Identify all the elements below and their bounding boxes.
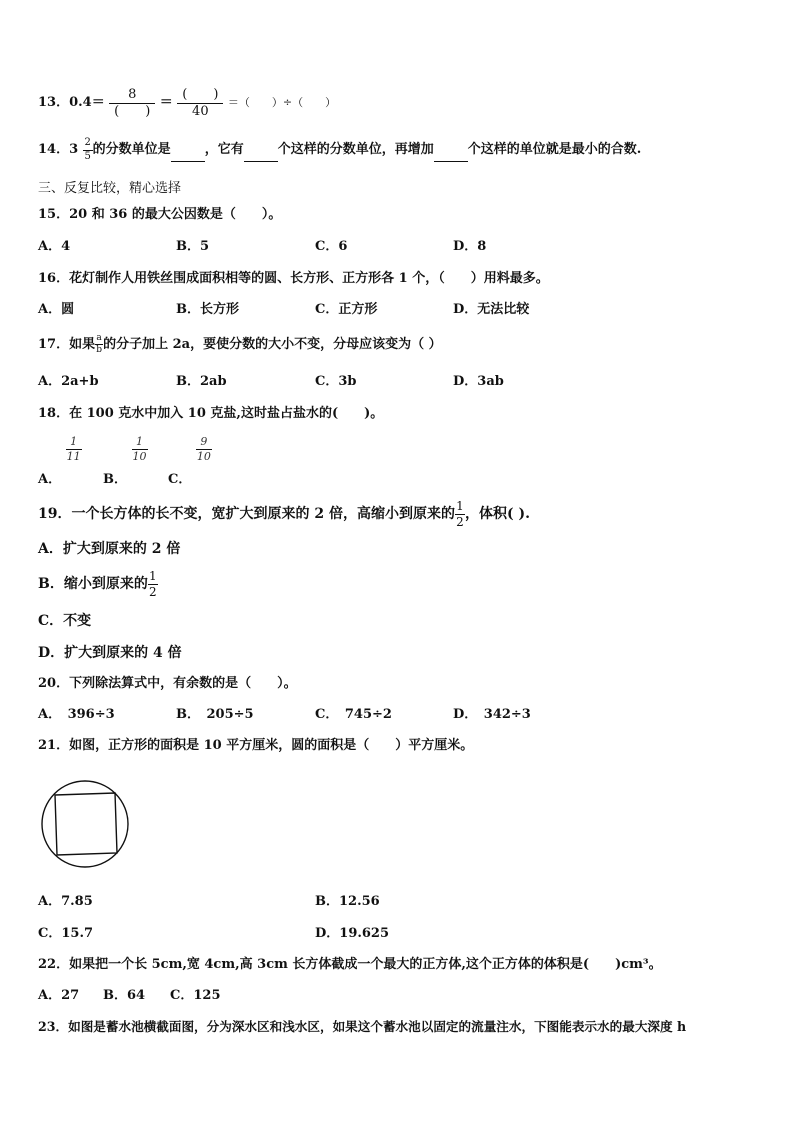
question-20-stem: 20．下列除法算式中，有余数的是（ ）。 bbox=[38, 676, 297, 691]
q14-whole: 3 bbox=[69, 142, 79, 157]
q19-optB-pre: B．缩小到原来的 bbox=[38, 576, 148, 593]
q16-option-a[interactable]: A．圆 bbox=[38, 302, 75, 317]
q17-option-a[interactable]: A．2a+b bbox=[38, 374, 99, 389]
q14-fnum: 2 bbox=[84, 137, 91, 148]
q15-option-c[interactable]: C．6 bbox=[315, 239, 348, 254]
q17-pre: 17．如果 bbox=[38, 336, 96, 352]
q18-option-b[interactable] bbox=[103, 435, 148, 487]
q19-fden: 2 bbox=[456, 514, 464, 529]
q19-option-a[interactable]: A．扩大到原来的 2 倍 bbox=[38, 541, 181, 557]
q14-blank-2[interactable] bbox=[244, 147, 278, 162]
q18-a-num: 1 bbox=[70, 435, 78, 448]
q17-option-c[interactable]: C．3b bbox=[315, 374, 357, 389]
q19-post: ，体积( ). bbox=[464, 506, 530, 523]
q18-a-frac bbox=[66, 436, 82, 462]
q18-b-den: 10 bbox=[132, 449, 147, 463]
q14-t2: ，它有 bbox=[204, 142, 244, 157]
q18-c-num: 9 bbox=[200, 435, 208, 448]
q13-fraction-1 bbox=[109, 88, 155, 118]
question-15-stem: 15．20 和 36 的最大公因数是（ ）。 bbox=[38, 207, 282, 222]
q16-option-c[interactable]: C．正方形 bbox=[315, 302, 378, 317]
section-3-title: 三、反复比较，精心选择 bbox=[38, 181, 182, 196]
q14-num: 14． bbox=[38, 142, 70, 157]
q19-option-d[interactable]: D．扩大到原来的 4 倍 bbox=[38, 645, 182, 661]
q20-option-b[interactable]: B． 205÷5 bbox=[176, 707, 254, 722]
q18-c-label: C． bbox=[168, 471, 192, 487]
q14-t3: 个这样的分数单位，再增加 bbox=[277, 142, 434, 157]
q15-option-b[interactable]: B．5 bbox=[176, 239, 210, 254]
q16-option-d[interactable]: D．无法比较 bbox=[453, 302, 530, 317]
q18-b-num: 1 bbox=[136, 435, 144, 448]
q18-c-den: 10 bbox=[196, 449, 211, 463]
question-14 bbox=[38, 138, 641, 162]
q14-fden: 5 bbox=[84, 150, 91, 162]
q18-c-frac bbox=[196, 436, 212, 462]
question-23-stem: 23．如图是蓄水池横截面图，分为深水区和浅水区，如果这个蓄水池以固定的流量注水，下图能表示水的最大深度 h bbox=[38, 1019, 687, 1034]
q13-f1-den: ( ) bbox=[114, 103, 151, 119]
q18-b-frac bbox=[132, 436, 148, 462]
q17-post: 的分子加上 2a，要使分数的大小不变，分母应该变为（ ） bbox=[103, 336, 442, 352]
question-16-stem: 16．花灯制作人用铁丝围成面积相等的圆、长方形、正方形各 1 个，（ ）用料最多。 bbox=[38, 271, 549, 286]
q22-option-b[interactable]: B．64 bbox=[103, 988, 146, 1003]
q13-f1-num: 8 bbox=[128, 87, 137, 102]
q13-lead: 13．0.4＝ bbox=[38, 95, 105, 111]
q18-a-den: 11 bbox=[66, 449, 81, 463]
q21-option-a[interactable]: A．7.85 bbox=[38, 894, 93, 909]
q17-fnum: a bbox=[96, 333, 102, 343]
q21-square bbox=[55, 793, 117, 855]
q14-t1: 的分数单位是 bbox=[92, 142, 171, 157]
q21-figure bbox=[38, 779, 132, 869]
q19-fraction bbox=[455, 500, 465, 528]
q14-t4: 个这样的单位就是最小的合数. bbox=[467, 142, 642, 157]
question-17 bbox=[38, 334, 442, 356]
q13-eq: ＝ bbox=[159, 95, 173, 111]
q19-optB-fraction bbox=[148, 570, 158, 598]
q22-option-c[interactable]: C．125 bbox=[170, 988, 221, 1003]
q13-tail: ＝（ ）÷（ ） bbox=[227, 96, 337, 110]
question-21-stem: 21．如图，正方形的面积是 10 平方厘米，圆的面积是（ ）平方厘米。 bbox=[38, 738, 474, 753]
q14-blank-3[interactable] bbox=[434, 147, 468, 162]
q15-option-d[interactable]: D．8 bbox=[453, 239, 487, 254]
q22-option-a[interactable]: A．27 bbox=[38, 988, 80, 1003]
q21-option-d[interactable]: D．19.625 bbox=[315, 926, 390, 941]
q19-optB-num: 1 bbox=[149, 569, 157, 583]
q21-option-c[interactable]: C．15.7 bbox=[38, 926, 94, 941]
question-18-stem: 18．在 100 克水中加入 10 克盐,这时盐占盐水的( )。 bbox=[38, 406, 384, 421]
q18-a-label: A． bbox=[38, 471, 62, 487]
question-19 bbox=[38, 500, 530, 528]
q17-option-d[interactable]: D．3ab bbox=[453, 374, 504, 389]
q15-option-a[interactable]: A．4 bbox=[38, 239, 71, 254]
q20-option-a[interactable]: A． 396÷3 bbox=[38, 707, 115, 722]
q18-b-label: B． bbox=[103, 471, 127, 487]
q18-option-c[interactable] bbox=[168, 435, 212, 487]
q18-option-a[interactable] bbox=[38, 435, 82, 487]
q20-option-d[interactable]: D． 342÷3 bbox=[453, 707, 531, 722]
q13-f2-den: 40 bbox=[192, 103, 209, 119]
q17-fraction bbox=[95, 334, 103, 356]
q19-option-b[interactable] bbox=[38, 570, 158, 598]
question-13 bbox=[38, 88, 336, 118]
q14-fraction bbox=[83, 138, 93, 162]
q19-optB-den: 2 bbox=[149, 584, 157, 599]
q19-fnum: 1 bbox=[456, 499, 464, 513]
question-22-stem: 22．如果把一个长 5cm,宽 4cm,高 3cm 长方体截成一个最大的正方体,这个正方体的体积是( )cm³。 bbox=[38, 957, 662, 972]
q19-option-c[interactable]: C．不变 bbox=[38, 613, 92, 629]
q17-option-b[interactable]: B．2ab bbox=[176, 374, 227, 389]
q14-blank-1[interactable] bbox=[171, 147, 205, 162]
q16-option-b[interactable]: B．长方形 bbox=[176, 302, 239, 317]
q13-fraction-2 bbox=[177, 88, 223, 118]
q21-option-b[interactable]: B．12.56 bbox=[315, 894, 380, 909]
q17-fden: b bbox=[96, 345, 102, 356]
q19-pre: 19．一个长方体的长不变，宽扩大到原来的 2 倍，高缩小到原来的 bbox=[38, 506, 455, 523]
q13-f2-num: ( ) bbox=[182, 87, 219, 102]
q20-option-c[interactable]: C． 745÷2 bbox=[315, 707, 392, 722]
